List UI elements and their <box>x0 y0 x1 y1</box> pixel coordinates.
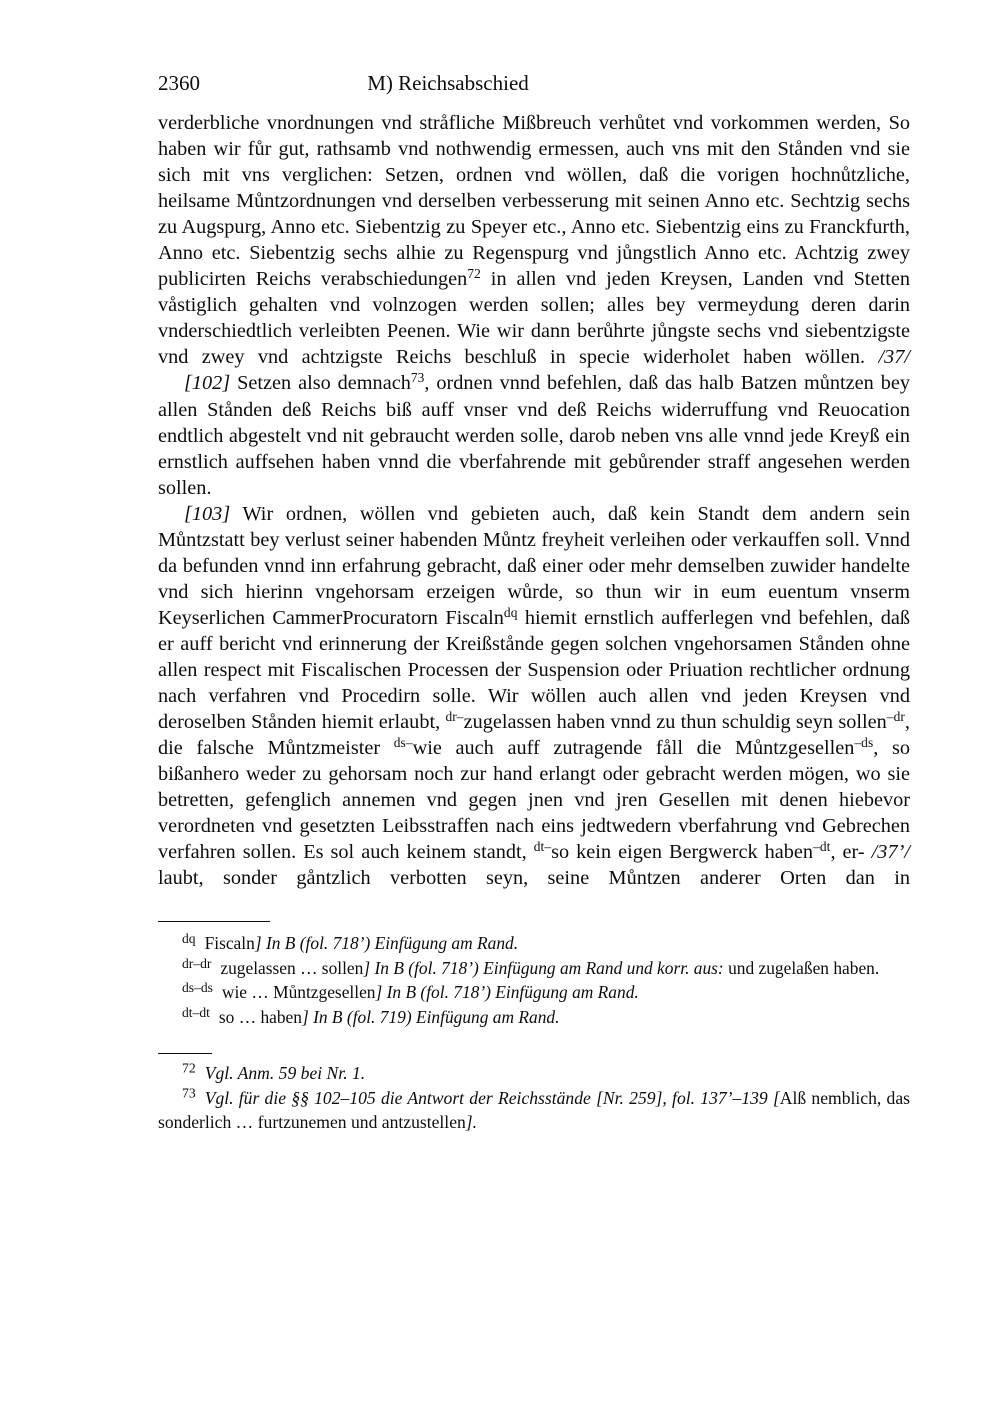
footnote-text-tail: ]. <box>465 1112 478 1133</box>
apparatus-separator-rule <box>158 921 270 922</box>
paragraph-3-segment-2: hiemit ernstlich aufferlegen vnd befehlen, daß er auff bericht vnd erinnerung der Kreißstånde gegen solchen vngehorsamen Stånden ohne allen respect mit Fiscalischen Processen der Suspension oder Priuation rechtlicher ordnung nach verfahren vnd Procedirn solle. Wir wöllen auch allen vnd jeden Kreysen vnd deroselben Stånden hiemit erlaubt, <box>158 606 910 734</box>
folio-marker-37r: /37’/ <box>871 841 910 864</box>
footnote-ref-73[interactable]: 73 <box>410 370 425 386</box>
paragraph-3-segment-5: wie auch auff zutragende fåll die Můntzgesellen <box>412 737 855 760</box>
apparatus-note-source: In B (fol. 718’) Einfügung am Rand und korr. aus: <box>370 957 724 978</box>
paragraph-102 <box>158 370 910 500</box>
page-number: 2360 <box>158 71 200 95</box>
apparatus-siglum-ds-close[interactable]: –ds <box>854 735 874 751</box>
running-head-title: M) Reichsabschied <box>367 71 529 95</box>
apparatus-siglum-dt-close[interactable]: –dt <box>813 839 831 855</box>
apparatus-note-bracket: ] <box>363 957 371 978</box>
apparatus-siglum-ds-open[interactable]: ds– <box>393 735 413 751</box>
apparatus-note-lemma: Fiscaln <box>204 933 255 954</box>
paragraph-number-103: [103] <box>184 502 231 525</box>
apparatus-note-siglum: dq <box>182 931 196 947</box>
apparatus-note-source: In B (fol. 718’) Einfügung am Rand. <box>382 982 639 1003</box>
apparatus-note <box>158 1005 910 1030</box>
paragraph-3-segment-9: laubt, sonder gåntzlich verbotten seyn, seine Můntzen anderer Orten dan in <box>158 867 910 890</box>
critical-apparatus <box>158 921 910 1029</box>
apparatus-siglum-dr-open[interactable]: dr– <box>445 709 464 725</box>
apparatus-note-siglum: ds–ds <box>182 980 213 996</box>
footnote-ref-72[interactable]: 72 <box>467 266 481 282</box>
apparatus-note-bracket: ] <box>301 1006 309 1027</box>
paragraph-1-text-before-ref: verderbliche vnordnungen vnd stråfliche Mißbreuch verhůtet vnd vorkommen werden, So haben wir fůr gut, rathsamb vnd nothwendig ermessen, auch vns mit den Stånden vnd sie sich mit vns verglichen: Setzen, ordnen vnd wöllen, daß die vorigen hochnůtzliche, heilsame Můntzordnungen vnd derselben verbesserung mit seinen Anno etc. Sechtzig sechs zu Augspurg, Anno etc. Siebentzig zu Speyer etc., Anno etc. Siebentzig eins zu Franckfurth, Anno etc. Siebentzig sechs alhie zu Regenspurg vnd jůngstlich Anno etc. Achtzig zwey publicirten Reichs verabschiedungen <box>158 112 910 291</box>
apparatus-note-source: In B (fol. 718’) Einfügung am Rand. <box>261 933 519 954</box>
apparatus-note-source-tail: und zugelaßen haben. <box>723 957 880 978</box>
paragraph-3-segment-3: zugelassen haben vnnd zu thun schuldig seyn sollen <box>463 711 887 734</box>
footnote <box>158 1086 910 1135</box>
paragraph-103 <box>158 501 910 892</box>
apparatus-note-bracket: ] <box>254 933 262 954</box>
running-head <box>158 70 910 110</box>
apparatus-note <box>158 980 910 1005</box>
apparatus-siglum-dr-close[interactable]: –dr <box>886 709 905 725</box>
paragraph-3-segment-6: , so bißanhero weder zu gehorsam noch zur hand erlangt oder gebracht werden mögen, wo sie betretten, gefenglich annemen vnd gegen jnen vnd jren Gesellen mit denen hiebevor verordneten vnd gesetzten Leibsstraffen nach eins jedtwedern vberfahrung vnd Gebrechen verfahren sollen. Es sol auch keinem standt, <box>158 737 911 864</box>
footnote <box>158 1061 910 1086</box>
paragraph-3-segment-7: so kein eigen Bergwerck haben <box>551 841 814 864</box>
footnote-separator-rule <box>158 1053 212 1054</box>
apparatus-siglum-dt-open[interactable]: dt– <box>533 839 552 855</box>
paragraph-number-102: [102] <box>184 372 231 395</box>
footnote-number: 72 <box>182 1061 196 1077</box>
paragraph-1-text-after-ref: in allen vnd jeden Kreysen, Landen vnd Stetten våstiglich gehalten vnd volnzogen werden sollen; alles bey vermeydung deren darin vnderschiedtlich verleibten Peenen. Wie wir dann berůhrte jůngste sechs vnd siebentzigste vnd zwey vnd achtzigste Reichs beschluß in specie widerholet haben wöllen. <box>158 268 910 369</box>
paragraph-continuation <box>158 110 910 370</box>
paragraph-2-text-after-ref: , ordnen vnnd befehlen, daß das halb Batzen můntzen bey allen Stånden deß Reichs biß auff vnser vnd deß Reichs widerruffung vnd Reuocation endtlich abgestelt vnd nit gebraucht werden solle, darob neben vns alle vnnd jede Kreyß ein ernstlich auffsehen haben vnnd die vberfahrende mit gebůrender straff angesehen werden sollen. <box>158 372 910 499</box>
apparatus-note <box>158 956 910 981</box>
paragraph-3-segment-4: , die falsche Můntzmeister <box>158 711 910 760</box>
apparatus-note-lemma: so … haben <box>218 1006 302 1027</box>
footnote-text: Vgl. für die §§ 102–105 die Antwort der Reichsstände [Nr. 259], fol. 137’–139 [ <box>204 1087 780 1108</box>
apparatus-note-bracket: ] <box>375 982 383 1003</box>
apparatus-note <box>158 931 910 956</box>
footnote-text: Vgl. Anm. 59 bei Nr. 1. <box>204 1063 366 1084</box>
apparatus-note-lemma: wie … Můntzgesellen <box>221 982 376 1003</box>
paragraph-3-segment-8: , er- <box>830 841 872 864</box>
apparatus-siglum-dq[interactable]: dq <box>503 604 518 620</box>
footnote-text-quoted: Alß nemblich, das sonderlich … furtzunemen und antzustellen <box>158 1087 910 1133</box>
paragraph-2-text-before-ref: Setzen also demnach <box>230 372 411 395</box>
apparatus-note-siglum: dr–dr <box>182 955 212 971</box>
apparatus-note-siglum: dt–dt <box>182 1004 210 1020</box>
apparatus-note-lemma: zugelassen … sollen <box>220 957 364 978</box>
paragraph-3-segment-1: Wir ordnen, wöllen vnd gebieten auch, daß kein Standt dem andern sein Můntzstatt bey verlust seiner habenden Můntz freyheit verleihen oder verkauffen soll. Vnnd da befunden vnnd inn erfahrung gebracht, daß einer oder mehr demselben zuwider handelte vnd sich hierinn vngehorsam erzeigen wůrde, so thun wir in eum euentum vnserm Keyserlichen CammerProcuratorn Fiscaln <box>158 502 910 629</box>
footnote-section <box>158 1053 910 1135</box>
body-text <box>158 110 910 891</box>
footnote-number: 73 <box>182 1085 196 1101</box>
folio-marker-37: /37/ <box>878 346 910 369</box>
apparatus-note-source: In B (fol. 719) Einfügung am Rand. <box>308 1006 560 1027</box>
